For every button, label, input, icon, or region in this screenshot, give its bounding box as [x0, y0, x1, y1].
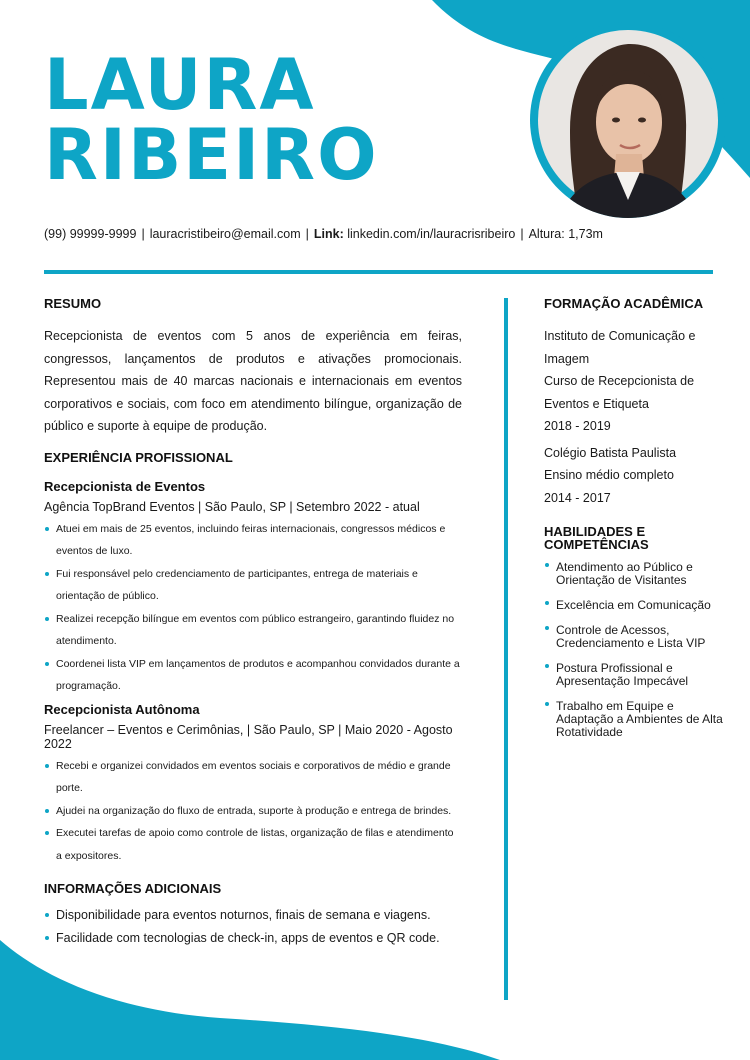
list-item: Ajudei na organização do fluxo de entrada, suporte à produção e entrega de brindes.	[44, 800, 462, 823]
summary-text: Recepcionista de eventos com 5 anos de experiência em feiras, congressos, lançamentos de produtos e ativações promocionais. Representou mais de 40 marcas nacionais e internacionais em eventos corporativos e sociais, com foco em atendimento bilíngue, organização de público e suporte à equipe de produção.	[44, 329, 462, 433]
candidate-name	[44, 44, 379, 196]
phone: (99) 99999-9999	[44, 227, 137, 241]
education-course: Ensino médio completo	[544, 468, 674, 482]
side-column	[544, 296, 724, 751]
email[interactable]: lauracristibeiro@email.com	[149, 227, 301, 241]
education-institution: Colégio Batista Paulista	[544, 445, 677, 460]
list-item: Facilidade com tecnologias de check-in, apps de eventos e QR code.	[44, 927, 462, 950]
education-institution: Instituto de Comunicação e Imagem	[544, 329, 696, 366]
list-item: Coordenei lista VIP em lançamentos de produtos e acompanhou convidados durante a programação.	[44, 653, 462, 698]
job-title: Recepcionista Autônoma	[44, 701, 200, 717]
summary-heading: RESUMO	[44, 296, 102, 311]
horizontal-divider	[44, 270, 713, 274]
height: Altura: 1,73m	[528, 227, 603, 241]
profile-photo-icon	[530, 22, 726, 218]
list-item: Atuei em mais de 25 eventos, incluindo feiras internacionais, congressos médicos e eventos de luxo.	[44, 518, 462, 563]
link-label: Link:	[313, 227, 344, 241]
skill-item: Trabalho em Equipe e Adaptação a Ambientes de Alta Rotatividade	[544, 700, 724, 739]
list-item: Realizei recepção bilíngue em eventos com público estrangeiro, garantindo fluidez no atendimento.	[44, 608, 462, 653]
skills-heading	[544, 525, 724, 551]
skill-item: Atendimento ao Público e Orientação de Visitantes	[544, 561, 724, 587]
education-list	[544, 325, 724, 509]
job-title: Recepcionista de Eventos	[44, 478, 206, 494]
profile-photo	[530, 22, 726, 218]
linkedin-link[interactable]: linkedin.com/in/lauracrisribeiro	[347, 227, 516, 241]
list-item: Recebi e organizei convidados em eventos sociais e corporativos de médio e grande porte.	[44, 755, 462, 800]
experience-heading: EXPERIÊNCIA PROFISSIONAL	[44, 449, 233, 465]
skill-item: Excelência em Comunicação	[544, 599, 724, 612]
list-item: Disponibilidade para eventos noturnos, finais de semana e viagens.	[44, 904, 462, 927]
education-period: 2014 - 2017	[544, 490, 611, 505]
job-entry	[44, 479, 462, 698]
job-subtitle: Agência TopBrand Eventos | São Paulo, SP | Setembro 2022 - atual	[44, 499, 420, 514]
last-name: RIBEIRO	[44, 114, 379, 196]
additional-info-heading: INFORMAÇÕES ADICIONAIS	[44, 881, 222, 896]
main-column	[44, 296, 462, 949]
list-item: Executei tarefas de apoio como controle de listas, organização de filas e atendimento a expositores.	[44, 822, 462, 867]
skills-heading-line1: HABILIDADES E	[544, 524, 646, 539]
education-period: 2018 - 2019	[544, 419, 611, 433]
job-entry	[44, 702, 462, 868]
skill-item: Postura Profissional e Apresentação Impecável	[544, 662, 724, 688]
education-heading: FORMAÇÃO ACADÊMICA	[544, 296, 704, 311]
contact-line: (99) 99999-9999 | lauracristibeiro@email.com | Link: linkedin.com/in/lauracrisribeiro | Altura: 1,73m	[44, 227, 603, 241]
vertical-divider	[504, 298, 508, 1000]
skills-heading-line2: COMPETÊNCIAS	[544, 537, 649, 552]
skill-item: Controle de Acessos, Credenciamento e Lista VIP	[544, 624, 724, 650]
first-name: LAURA	[44, 44, 316, 126]
education-course: Curso de Recepcionista de Eventos e Etiqueta	[544, 374, 695, 411]
list-item: Fui responsável pelo credenciamento de participantes, entrega de materiais e orientação de público.	[44, 563, 462, 608]
job-subtitle: Freelancer – Eventos e Cerimônias, | São Paulo, SP | Maio 2020 - Agosto 2022	[44, 722, 453, 751]
